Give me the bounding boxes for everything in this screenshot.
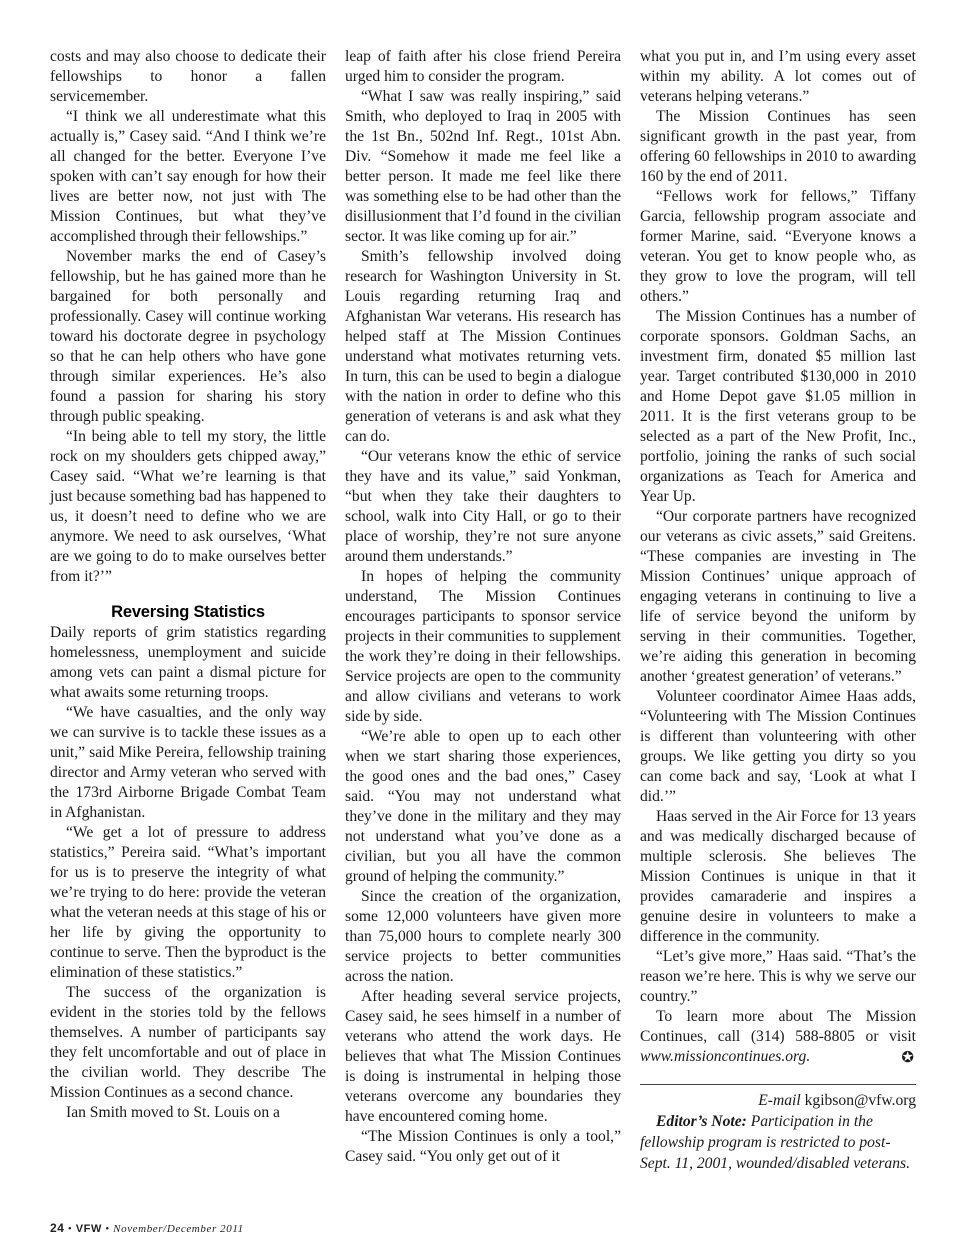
paragraph: Smith’s fellowship involved doing research for Washington University in St. Louis regarding returning Iraq and Afghanistan War veterans. His research has helped staff at The Mission Continues understand what motivates returning vets. In turn, this can be used to begin a dialogue with the nation in order to define who this generation of veterans is and ask what they can do. — [345, 248, 621, 445]
paragraph: Volunteer coordinator Aimee Haas adds, “Volunteering with The Mission Continues is different than volunteering with other groups. We like getting you dirty so you can come back and say, ‘Look at what I did.’” — [640, 688, 916, 805]
separator: • — [105, 1223, 110, 1235]
closing-text: To learn more about The Mission Continues, call (314) 588-8805 or visit — [640, 1008, 916, 1045]
paragraph: “I think we all underestimate what this actually is,” Casey said. “And I think we’re all changed for the better. Everyone I’ve spoken with can’t say enough for how their lives are better now, not just with The Mission Continues, but what they’ve accomplished through their fellowships.” — [50, 108, 326, 245]
paragraph: Ian Smith moved to St. Louis on a — [66, 1104, 280, 1121]
section-heading: Reversing Statistics — [111, 603, 265, 621]
paragraph: what you put in, and I’m using every asset within my ability. A lot comes out of veterans helping veterans.” — [640, 48, 916, 105]
paragraph: Since the creation of the organization, some 12,000 volunteers have given more than 75,000 hours to complete nearly 300 service projects to better communities across the nation. — [345, 888, 621, 985]
paragraph: Haas served in the Air Force for 13 years and was medically discharged because of multiple sclerosis. She believes The Mission Continues is unique in that it provides camaraderie and inspires a genuine desire in volunteers to make a difference in the community. — [640, 808, 916, 945]
column-1 — [50, 47, 326, 1123]
paragraph: “Fellows work for fellows,” Tiffany Garcia, fellowship program associate and former Marine, said. “Everyone knows a veteran. You get to know people who, as they grow to love the program, will tell others.” — [640, 188, 916, 305]
paragraph: Daily reports of grim statistics regarding homelessness, unemployment and suicide among vets can paint a dismal picture for what awaits some returning troops. — [50, 624, 326, 701]
paragraph: “We have casualties, and the only way we can survive is to tackle these issues as a unit,” said Mike Pereira, fellowship training director and Army veteran who served with the 173rd Airborne Brigade Combat Team in Afghanistan. — [50, 704, 326, 821]
editors-note-text: Participation in the fellowship program is restricted to post-Sept. 11, 2001, wounded/disabled veterans. — [640, 1113, 910, 1172]
closing-paragraph — [640, 1007, 916, 1067]
divider — [640, 1084, 916, 1085]
paragraph: “Our corporate partners have recognized our veterans as civic assets,” said Greitens. “These companies are investing in The Mission Continues’ unique approach of engaging veterans in continuing to live a life of service beyond the uniform by serving in their communities. Together, we’re aiding this generation in becoming another ‘greatest generation’ of veterans.” — [640, 508, 916, 685]
page-number: 24 — [50, 1221, 65, 1235]
issue-date: November/December 2011 — [113, 1223, 244, 1235]
website-link[interactable]: www.missioncontinues.org. — [640, 1048, 811, 1065]
column-3 — [640, 47, 916, 1174]
paragraph: “Let’s give more,” Haas said. “That’s the reason we’re here. This is why we serve our country.” — [640, 948, 916, 1005]
paragraph: The success of the organization is evident in the stories told by the fellows themselves. A number of participants say they felt uncomfortable and out of place in the civilian world. They describe The Mission Continues as a second chance. — [50, 984, 326, 1101]
paragraph: “Our veterans know the ethic of service they have and its value,” said Yonkman, “but when they take their daughters to school, walk into City Hall, or go to their place of worship, they’re not sure anyone around them understands.” — [345, 448, 621, 565]
page-footer — [50, 1221, 244, 1235]
paragraph: November marks the end of Casey’s fellowship, but he has gained more than he bargained for both personally and professionally. Casey will continue working toward his doctorate degree in psychology so that he can help others who have gone through similar experiences. He’s also found a passion for sharing his story through public speaking. — [50, 248, 326, 425]
end-mark-icon: ✪ — [901, 1048, 914, 1066]
email-label: E-mail — [758, 1092, 801, 1109]
email-address[interactable]: kgibson@vfw.org — [804, 1092, 916, 1109]
paragraph: After heading several service projects, Casey said, he sees himself in a number of veterans who attend the work days. He believes that what The Mission Continues is doing is instrumental in helping those veterans overcome any boundaries they have encountered coming home. — [345, 988, 621, 1125]
paragraph: leap of faith after his close friend Pereira urged him to consider the program. — [345, 48, 621, 85]
paragraph: In hopes of helping the community understand, The Mission Continues encourages participants to sponsor service projects in their communities to supplement the work they’re doing in their fellowships. Service projects are open to the community and allow civilians and veterans to work side by side. — [345, 568, 621, 725]
paragraph: The Mission Continues has a number of corporate sponsors. Goldman Sachs, an investment firm, donated $5 million last year. Target contributed $130,000 in 2010 and Home Depot gave $1.05 million in 2011. It is the first veterans group to be selected as a part of the New Profit, Inc., portfolio, joining the ranks of such social organizations as Teach for America and Year Up. — [640, 308, 916, 505]
paragraph: costs and may also choose to dedicate their fellowships to honor a fallen servicemember. — [50, 48, 326, 105]
paragraph: The Mission Continues has seen significant growth in the past year, from offering 60 fellowships in 2010 to awarding 160 by the end of 2011. — [640, 108, 916, 185]
paragraph: “We’re able to open up to each other when we start sharing those experiences, the good ones and the bad ones,” Casey said. “You may not understand what they’ve done in the military and they may not understand what you’ve done as a civilian, but you all have the common ground of helping the community.” — [345, 728, 621, 885]
paragraph: “What I saw was really inspiring,” said Smith, who deployed to Iraq in 2005 with the 1st Bn., 502nd Inf. Regt., 101st Abn. Div. “Somehow it made me feel like a better person. It made me feel like there was something else to be had other than the disillusionment that I’d found in the civilian sector. It was like coming up for air.” — [345, 88, 621, 245]
separator: • — [67, 1223, 73, 1235]
paragraph: “In being able to tell my story, the little rock on my shoulders gets chipped away,” Casey said. “What we’re learning is that just because something bad has happened to us, it doesn’t need to define who we are anymore. We need to ask ourselves, ‘What are we going to do to make ourselves better from it?’” — [50, 428, 326, 585]
author-email — [640, 1091, 916, 1111]
magazine-name: VFW — [75, 1223, 102, 1235]
column-2 — [345, 47, 621, 1167]
paragraph: “The Mission Continues is only a tool,” Casey said. “You only get out of it — [345, 1128, 621, 1165]
paragraph: “We get a lot of pressure to address statistics,” Pereira said. “What’s important for us is to preserve the integrity of what we’re trying to do here: provide the veteran what the veteran needs at this stage of his or her life by giving the opportunity to continue to serve. Then the byproduct is the elimination of these statistics.” — [50, 824, 326, 981]
editors-note — [640, 1111, 916, 1174]
editors-note-label: Editor’s Note: — [656, 1113, 747, 1130]
